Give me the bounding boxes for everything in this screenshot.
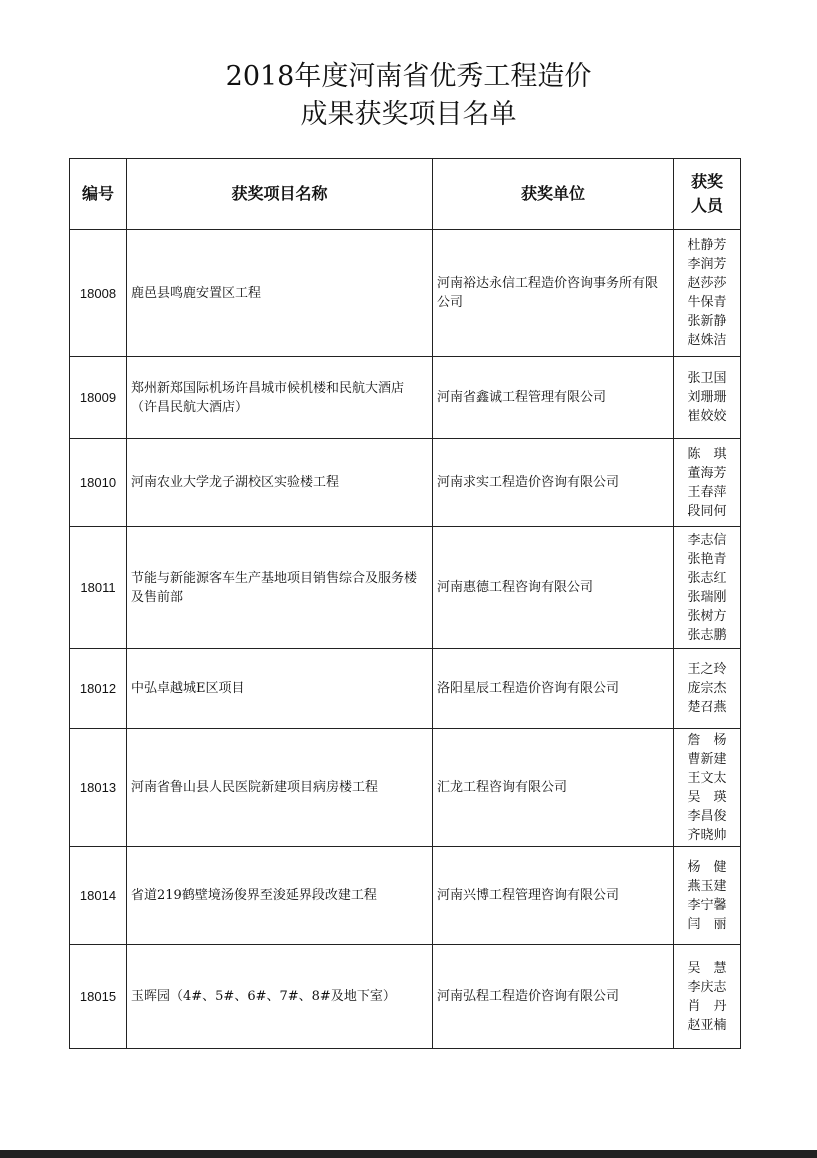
person-name: 牛保青	[687, 295, 727, 310]
person-name: 肖 丹	[687, 998, 727, 1014]
person-name: 李昌俊	[687, 808, 727, 824]
table-header-row	[70, 159, 741, 230]
table-row	[70, 439, 741, 527]
header-id: 编号	[70, 159, 127, 230]
project-name: 中弘卓越城E区项目	[127, 649, 433, 729]
project-id: 18010	[70, 439, 127, 527]
award-unit: 河南弘程工程造价咨询有限公司	[433, 945, 674, 1049]
person-name: 段同何	[687, 503, 727, 519]
award-people	[674, 357, 741, 439]
project-id: 18014	[70, 847, 127, 945]
table-row	[70, 945, 741, 1049]
person-name: 李庆志	[687, 979, 727, 995]
header-award-unit: 获奖单位	[433, 159, 674, 230]
person-name: 燕玉建	[687, 878, 727, 894]
page-title	[0, 58, 817, 134]
person-name: 张艳青	[687, 551, 727, 567]
award-unit: 河南求实工程造价咨询有限公司	[433, 439, 674, 527]
person-name: 曹新建	[687, 751, 727, 767]
person-name: 杜静芳	[687, 238, 727, 253]
project-name: 玉晖园（4#、5#、6#、7#、8#及地下室）	[127, 945, 433, 1049]
award-people	[674, 729, 741, 847]
person-name: 王之玲	[687, 662, 727, 677]
person-name: 吴 瑛	[687, 789, 727, 805]
person-name: 陈 琪	[687, 446, 727, 462]
table-row	[70, 729, 741, 847]
person-name: 张卫国	[687, 371, 727, 386]
table-row	[70, 527, 741, 649]
project-name: 河南省鲁山县人民医院新建项目病房楼工程	[127, 729, 433, 847]
person-name: 杨 健	[687, 859, 727, 875]
person-name: 王春萍	[687, 484, 727, 500]
award-unit: 河南裕达永信工程造价咨询事务所有限公司	[433, 230, 674, 357]
award-people	[674, 847, 741, 945]
person-name: 张树方	[687, 608, 727, 624]
person-name: 王文太	[687, 770, 727, 786]
person-name: 李志信	[687, 532, 727, 548]
award-people	[674, 527, 741, 649]
project-name: 鹿邑县鸣鹿安置区工程	[127, 230, 433, 357]
award-unit: 洛阳星辰工程造价咨询有限公司	[433, 649, 674, 729]
project-id: 18011	[70, 527, 127, 649]
project-id: 18013	[70, 729, 127, 847]
award-unit: 河南惠德工程咨询有限公司	[433, 527, 674, 649]
person-name: 张新静	[687, 314, 727, 329]
award-unit: 汇龙工程咨询有限公司	[433, 729, 674, 847]
project-id: 18009	[70, 357, 127, 439]
person-name: 李润芳	[687, 257, 727, 272]
project-id: 18012	[70, 649, 127, 729]
person-name: 刘珊珊	[687, 390, 727, 405]
table-row	[70, 649, 741, 729]
project-name: 河南农业大学龙子湖校区实验楼工程	[127, 439, 433, 527]
person-name: 赵亚楠	[687, 1017, 727, 1033]
table-row	[70, 357, 741, 439]
award-unit: 河南兴博工程管理咨询有限公司	[433, 847, 674, 945]
scan-bottom-edge	[0, 1150, 817, 1158]
person-name: 董海芳	[687, 465, 727, 481]
person-name: 崔姣姣	[687, 409, 727, 424]
title-line-1: 2018年度河南省优秀工程造价	[225, 61, 592, 92]
project-id: 18015	[70, 945, 127, 1049]
award-people	[674, 945, 741, 1049]
project-name: 省道219鹤壁境汤俊界至浚延界段改建工程	[127, 847, 433, 945]
person-name: 张志鹏	[687, 627, 727, 643]
person-name: 闫 丽	[687, 916, 727, 932]
person-name: 吴 慧	[687, 960, 727, 976]
header-project-name: 获奖项目名称	[127, 159, 433, 230]
person-name: 詹 杨	[687, 732, 727, 748]
person-name: 张瑞刚	[687, 589, 727, 605]
award-people	[674, 649, 741, 729]
project-id: 18008	[70, 230, 127, 357]
person-name: 赵姝洁	[687, 333, 727, 348]
person-name: 赵莎莎	[687, 276, 727, 291]
award-people	[674, 439, 741, 527]
person-name: 楚召燕	[687, 700, 727, 715]
table-row	[70, 847, 741, 945]
awards-table	[69, 158, 741, 1049]
award-unit: 河南省鑫诚工程管理有限公司	[433, 357, 674, 439]
table-row	[70, 230, 741, 357]
person-name: 李宁馨	[687, 897, 727, 913]
award-people	[674, 230, 741, 357]
project-name: 郑州新郑国际机场许昌城市候机楼和民航大酒店（许昌民航大酒店）	[127, 357, 433, 439]
header-award-people: 获奖人员	[674, 159, 741, 230]
project-name: 节能与新能源客车生产基地项目销售综合及服务楼及售前部	[127, 527, 433, 649]
person-name: 齐晓帅	[687, 827, 727, 843]
title-line-2: 成果获奖项目名单	[300, 99, 517, 130]
person-name: 张志红	[687, 570, 727, 586]
person-name: 庞宗杰	[687, 681, 727, 696]
